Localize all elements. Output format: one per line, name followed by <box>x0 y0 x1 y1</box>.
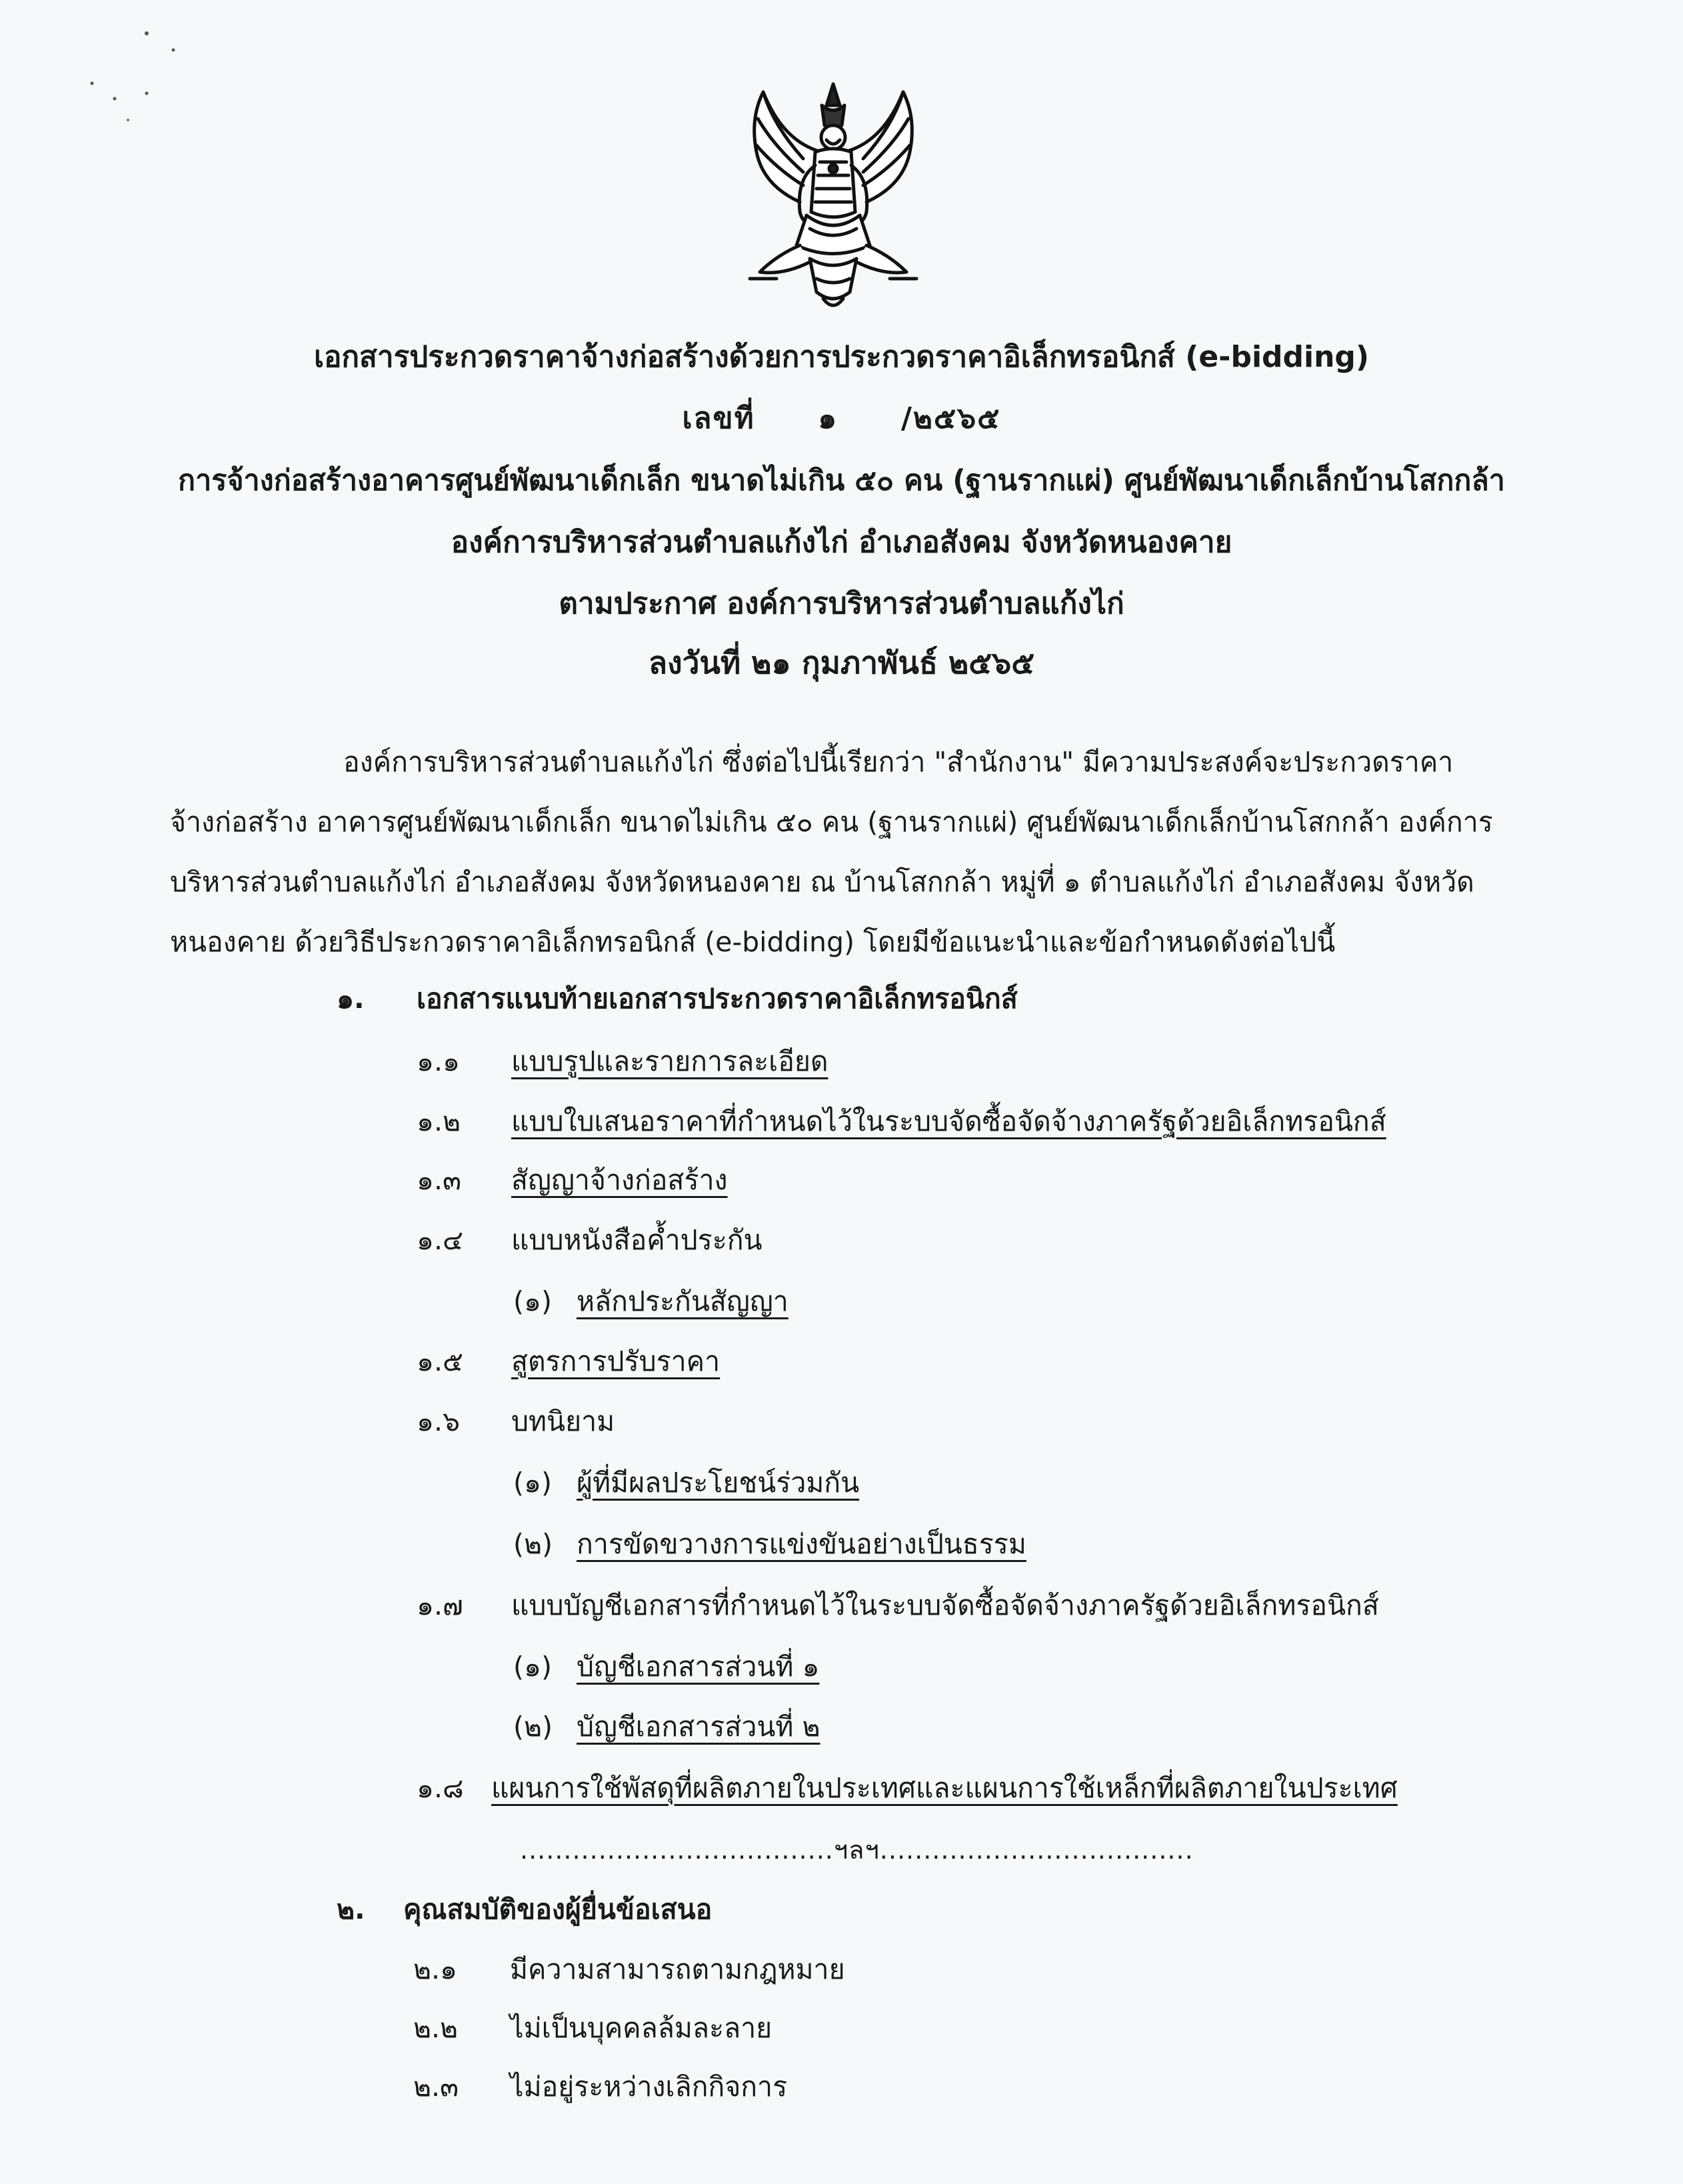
section-title: คุณสมบัติของผู้ยื่นข้อเสนอ <box>403 1893 713 1925</box>
item-number: ๑.๔ <box>417 1224 464 1256</box>
item-text: ไม่เป็นบุคคลล้มละลาย <box>510 2012 773 2044</box>
item-number: ๑.๑ <box>417 1045 461 1077</box>
attachment-link[interactable]: การขัดขวางการแข่งขันอย่างเป็นธรรม <box>577 1528 1026 1560</box>
ellipsis-separator: ....................................ฯลฯ.................................... <box>520 1835 1194 1865</box>
item-number: ๑.๗ <box>417 1589 463 1621</box>
item-number: ๑.๖ <box>417 1405 461 1437</box>
attachment-link[interactable]: ผู้ที่มีผลประโยชน์ร่วมกัน <box>577 1467 860 1499</box>
item-text: แบบบัญชีเอกสารที่กำหนดไว้ในระบบจัดซื้อจัดจ้างภาครัฐด้วยอิเล็กทรอนิกส์ <box>511 1589 1379 1621</box>
list-item <box>413 2067 1480 2107</box>
list-item <box>417 1160 1483 1200</box>
list-subitem <box>513 1281 1446 1321</box>
item-number: ๑.๒ <box>417 1105 461 1137</box>
intro-line: หนองคาย ด้วยวิธีประกวดราคาอิเล็กทรอนิกส์ (e-bidding) โดยมีข้อแนะนำและข้อกำหนดดังต่อไปนี้ <box>170 926 1336 958</box>
item-number: ๒.๒ <box>413 2012 459 2044</box>
intro-line: บริหารส่วนตำบลแก้งไก่ อำเภอสังคม จังหวัดหนองคาย ณ บ้านโสกกล้า หมู่ที่ ๑ ตำบลแก้งไก่ อำเภอสังคม จังหวัด <box>170 866 1474 898</box>
attachment-link[interactable]: สัญญาจ้างก่อสร้าง <box>511 1164 728 1196</box>
attachment-link[interactable]: บัญชีเอกสารส่วนที่ ๑ <box>577 1651 820 1683</box>
attachment-link[interactable]: หลักประกันสัญญา <box>577 1285 789 1317</box>
attachment-link[interactable]: แผนการใช้พัสดุที่ผลิตภายในประเทศและแผนการใช้เหล็กที่ผลิตภายในประเทศ <box>491 1772 1398 1804</box>
item-number: ๑.๕ <box>417 1345 464 1377</box>
announcement-line: ตามประกาศ องค์การบริหารส่วนตำบลแก้งไก่ <box>559 587 1124 621</box>
attachment-link[interactable]: แบบใบเสนอราคาที่กำหนดไว้ในระบบจัดซื้อจัดจ้างภาครัฐด้วยอิเล็กทรอนิกส์ <box>511 1105 1386 1137</box>
attachment-link[interactable]: แบบรูปและรายการละเอียด <box>511 1045 829 1077</box>
section-title: เอกสารแนบท้ายเอกสารประกวดราคาอิเล็กทรอนิกส์ <box>417 983 1018 1015</box>
section-2-heading <box>337 1889 1470 1929</box>
list-subitem <box>513 1463 1446 1503</box>
subitem-number: (๑) <box>513 1467 553 1499</box>
document-number-year: /๒๕๖๕ <box>900 401 1001 435</box>
subitem-number: (๒) <box>513 1528 553 1560</box>
attachment-link[interactable]: สูตรการปรับราคา <box>511 1345 721 1377</box>
item-number: ๑.๓ <box>417 1164 462 1196</box>
list-subitem <box>513 1707 1446 1747</box>
document-number-label: เลขที่ <box>682 401 755 435</box>
list-item <box>413 1949 1480 1989</box>
list-item <box>417 1101 1483 1141</box>
subitem-number: (๒) <box>513 1711 553 1743</box>
subitem-number: (๑) <box>513 1285 553 1317</box>
item-number: ๑.๘ <box>417 1772 464 1804</box>
attachment-link[interactable]: บัญชีเอกสารส่วนที่ ๒ <box>577 1711 821 1743</box>
intro-line: จ้างก่อสร้าง อาคารศูนย์พัฒนาเด็กเล็ก ขนาดไม่เกิน ๕๐ คน (ฐานรากแผ่) ศูนย์พัฒนาเด็กเล็กบ้านโสกกล้า องค์การ <box>170 806 1493 838</box>
announcement-date: ลงวันที่ ๒๑ กุมภาพันธ์ ๒๕๖๕ <box>648 645 1035 681</box>
section-number: ๒. <box>337 1893 365 1925</box>
item-text: บทนิยาม <box>511 1405 615 1437</box>
project-title: การจ้างก่อสร้างอาคารศูนย์พัฒนาเด็กเล็ก ขนาดไม่เกิน ๕๐ คน (ฐานรากแผ่) ศูนย์พัฒนาเด็กเล็กบ้านโสกกล้า <box>178 464 1505 497</box>
garuda-emblem-icon <box>737 79 930 319</box>
subitem-number: (๑) <box>513 1651 553 1683</box>
item-text: มีความสามารถตามกฎหมาย <box>510 1953 845 1985</box>
document-number <box>0 395 1683 441</box>
section-number: ๑. <box>337 983 365 1015</box>
item-number: ๒.๓ <box>413 2071 459 2103</box>
item-text: ไม่อยู่ระหว่างเลิกกิจการ <box>510 2071 788 2103</box>
document-number-value: ๑ <box>818 401 839 435</box>
list-item <box>417 1041 1483 1081</box>
item-text: แบบหนังสือค้ำประกัน <box>511 1224 763 1256</box>
list-item <box>417 1341 1483 1381</box>
intro-line: องค์การบริหารส่วนตำบลแก้งไก่ ซึ่งต่อไปนี้เรียกว่า "สำนักงาน" มีความประสงค์จะประกวดราคา <box>343 746 1454 778</box>
list-item <box>417 1585 1483 1625</box>
intro-paragraph <box>170 732 1503 972</box>
list-subitem <box>513 1647 1446 1687</box>
section-1-heading <box>337 979 1470 1019</box>
document-title: เอกสารประกวดราคาจ้างก่อสร้างด้วยการประกวดราคาอิเล็กทรอนิกส์ (e-bidding) <box>313 340 1370 374</box>
scan-specks <box>80 27 213 133</box>
list-item <box>417 1768 1516 1808</box>
list-item <box>413 2008 1480 2048</box>
list-item <box>417 1220 1483 1260</box>
item-number: ๒.๑ <box>413 1953 458 1985</box>
list-subitem <box>513 1524 1446 1564</box>
organization-line: องค์การบริหารส่วนตำบลแก้งไก่ อำเภอสังคม จังหวัดหนองคาย <box>451 525 1232 559</box>
list-item <box>417 1401 1483 1441</box>
